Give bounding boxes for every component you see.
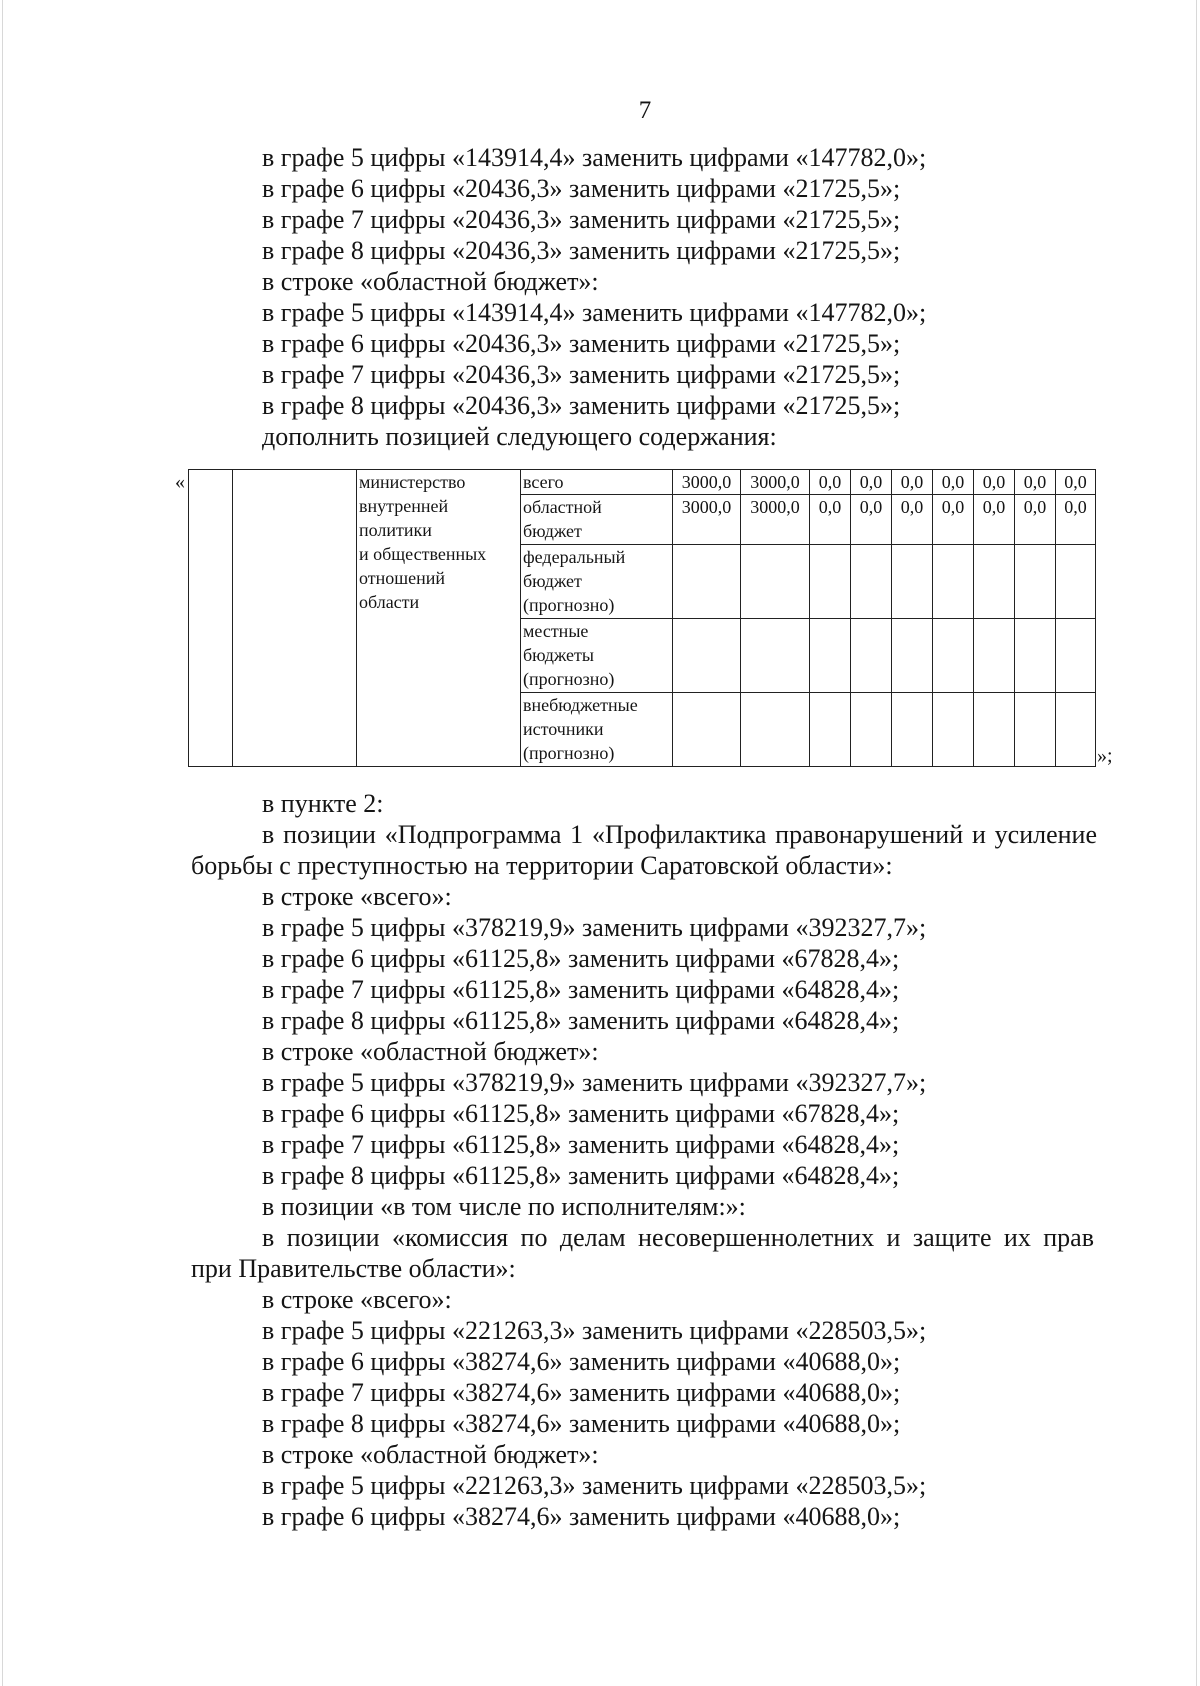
value-cell <box>1015 619 1056 693</box>
executor-line: и общественных <box>359 544 487 564</box>
text-line: в графе 7 цифры «20436,3» заменить цифрами «21725,5»; <box>262 360 901 389</box>
value-cell <box>933 545 974 619</box>
text-line: в графе 6 цифры «61125,8» заменить цифрами «67828,4»; <box>262 944 900 973</box>
source-cell <box>521 470 673 495</box>
executor-line: отношений <box>359 568 446 588</box>
value-cell: 3000,0 <box>741 470 810 495</box>
executor-line: внутренней <box>359 496 449 516</box>
value-cell <box>673 545 741 619</box>
value-cell: 0,0 <box>851 470 892 495</box>
value-cell: 0,0 <box>1015 470 1056 495</box>
source-line: всего <box>523 472 564 492</box>
value-cell: 0,0 <box>892 495 933 545</box>
value-cell <box>892 619 933 693</box>
value-cell: 0,0 <box>1015 495 1056 545</box>
value-cell <box>1056 619 1096 693</box>
source-line: бюджет <box>523 521 582 541</box>
value-cell: 0,0 <box>892 470 933 495</box>
text-line: в графе 6 цифры «38274,6» заменить цифрами «40688,0»; <box>262 1347 901 1376</box>
text-line: в графе 7 цифры «61125,8» заменить цифрами «64828,4»; <box>262 975 900 1004</box>
value-cell <box>741 619 810 693</box>
text-line: в графе 7 цифры «20436,3» заменить цифрами «21725,5»; <box>262 205 901 234</box>
text-line: в графе 6 цифры «20436,3» заменить цифрами «21725,5»; <box>262 329 901 358</box>
text-line: в графе 6 цифры «20436,3» заменить цифрами «21725,5»; <box>262 174 901 203</box>
value-cell <box>974 693 1015 767</box>
source-line: (прогнозно) <box>523 669 615 689</box>
value-cell <box>1056 693 1096 767</box>
text-line: дополнить позицией следующего содержания: <box>262 422 777 451</box>
value-cell <box>851 619 892 693</box>
executor-line: политики <box>359 520 432 540</box>
source-line: (прогнозно) <box>523 743 615 763</box>
value-cell <box>1015 545 1056 619</box>
table-row <box>189 470 1096 495</box>
text-line: в графе 8 цифры «20436,3» заменить цифрами «21725,5»; <box>262 391 901 420</box>
value-cell <box>892 693 933 767</box>
text-line: в графе 8 цифры «61125,8» заменить цифрами «64828,4»; <box>262 1161 900 1190</box>
executor-line: министерство <box>359 472 466 492</box>
page-number: 7 <box>638 97 652 124</box>
text-line: в графе 5 цифры «143914,4» заменить цифрами «147782,0»; <box>262 143 927 172</box>
text-line: в строке «всего»: <box>262 882 452 911</box>
source-line: бюджеты <box>523 645 594 665</box>
paragraph-continuation: борьбы с преступностью на территории Саратовской области»: <box>191 851 893 880</box>
text-line: в графе 7 цифры «61125,8» заменить цифрами «64828,4»; <box>262 1130 900 1159</box>
value-cell <box>741 693 810 767</box>
value-cell <box>892 545 933 619</box>
value-cell: 0,0 <box>1056 470 1096 495</box>
text-line: в графе 8 цифры «61125,8» заменить цифрами «64828,4»; <box>262 1006 900 1035</box>
value-cell: 3000,0 <box>673 495 741 545</box>
scan-edge-left <box>2 0 3 1686</box>
text-line: в позиции «в том числе по исполнителям:»: <box>262 1192 746 1221</box>
text-line: в пункте 2: <box>262 789 384 818</box>
table-open-quote: « <box>175 471 185 493</box>
value-cell <box>810 693 851 767</box>
value-cell: 3000,0 <box>673 470 741 495</box>
value-cell <box>673 693 741 767</box>
text-line: в графе 5 цифры «221263,3» заменить цифрами «228503,5»; <box>262 1471 927 1500</box>
value-cell <box>1015 693 1056 767</box>
executor-cell <box>357 470 521 767</box>
source-line: областной <box>523 497 602 517</box>
source-line: местные <box>523 621 589 641</box>
text-line: в графе 8 цифры «20436,3» заменить цифрами «21725,5»; <box>262 236 901 265</box>
source-line: федеральный <box>523 547 626 567</box>
source-line: источники <box>523 719 604 739</box>
executor-line: области <box>359 592 420 612</box>
value-cell <box>673 619 741 693</box>
value-cell: 0,0 <box>933 470 974 495</box>
text-line: в графе 5 цифры «378219,9» заменить цифрами «392327,7»; <box>262 913 927 942</box>
value-cell: 0,0 <box>974 470 1015 495</box>
scan-edge-right <box>1196 0 1197 1686</box>
source-line: (прогнозно) <box>523 595 615 615</box>
inserted-position-table <box>188 469 1096 767</box>
source-cell <box>521 495 673 545</box>
text-line: в графе 6 цифры «38274,6» заменить цифрами «40688,0»; <box>262 1502 901 1531</box>
paragraph-continuation: при Правительстве области»: <box>191 1254 516 1283</box>
text-line: в графе 8 цифры «38274,6» заменить цифрами «40688,0»; <box>262 1409 901 1438</box>
paragraph-first-line: в позиции «комиссия по делам несовершеннолетних и защите их прав <box>262 1223 1094 1252</box>
table-close-quote: »; <box>1097 745 1113 767</box>
source-line: бюджет <box>523 571 582 591</box>
text-line: в строке «областной бюджет»: <box>262 1037 599 1066</box>
text-line: в строке «областной бюджет»: <box>262 1440 599 1469</box>
value-cell <box>933 693 974 767</box>
value-cell <box>741 545 810 619</box>
value-cell: 0,0 <box>1056 495 1096 545</box>
value-cell: 0,0 <box>810 495 851 545</box>
source-cell <box>521 693 673 767</box>
source-line: внебюджетные <box>523 695 638 715</box>
text-line: в графе 5 цифры «378219,9» заменить цифрами «392327,7»; <box>262 1068 927 1097</box>
text-line: в графе 7 цифры «38274,6» заменить цифрами «40688,0»; <box>262 1378 901 1407</box>
text-line: в графе 6 цифры «61125,8» заменить цифрами «67828,4»; <box>262 1099 900 1128</box>
value-cell: 0,0 <box>851 495 892 545</box>
value-cell <box>933 619 974 693</box>
value-cell: 0,0 <box>933 495 974 545</box>
value-cell: 0,0 <box>974 495 1015 545</box>
value-cell <box>851 693 892 767</box>
text-line: в графе 5 цифры «143914,4» заменить цифрами «147782,0»; <box>262 298 927 327</box>
value-cell <box>974 619 1015 693</box>
value-cell <box>810 619 851 693</box>
text-line: в графе 5 цифры «221263,3» заменить цифрами «228503,5»; <box>262 1316 927 1345</box>
text-line: в строке «всего»: <box>262 1285 452 1314</box>
paragraph-first-line: в позиции «Подпрограмма 1 «Профилактика правонарушений и усиление <box>262 820 1097 849</box>
blank-cell <box>233 470 357 767</box>
value-cell <box>1056 545 1096 619</box>
value-cell <box>974 545 1015 619</box>
text-line: в строке «областной бюджет»: <box>262 267 599 296</box>
blank-cell <box>189 470 233 767</box>
value-cell: 3000,0 <box>741 495 810 545</box>
value-cell <box>810 545 851 619</box>
value-cell: 0,0 <box>810 470 851 495</box>
source-cell <box>521 545 673 619</box>
value-cell <box>851 545 892 619</box>
source-cell <box>521 619 673 693</box>
